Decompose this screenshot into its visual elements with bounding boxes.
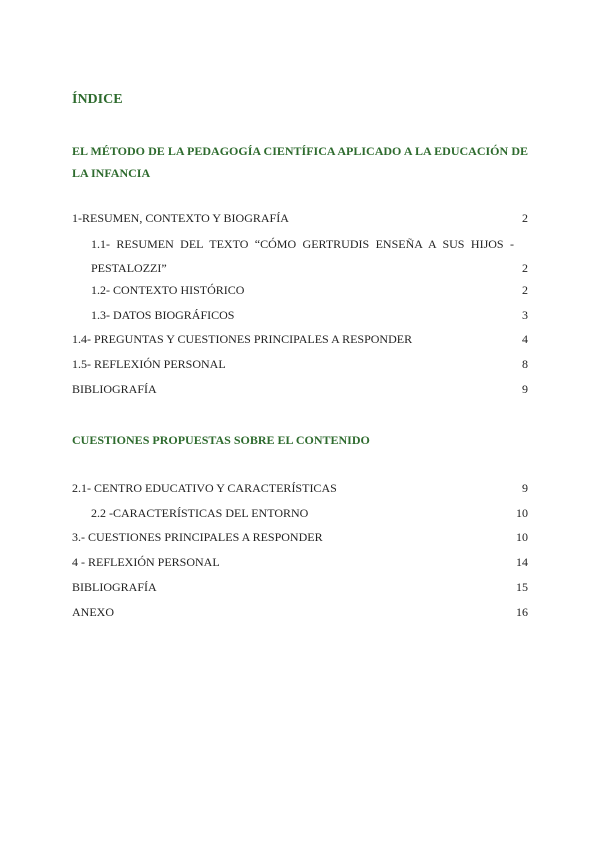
part1-heading: EL MÉTODO DE LA PEDAGOGÍA CIENTÍFICA APLICADO A LA EDUCACIÓN DE LA INFANCIA [72,144,528,180]
toc-entry-label: 1.1- RESUMEN DEL TEXTO “CÓMO GERTRUDIS ENSEÑA A SUS HIJOS - PESTALOZZI” [91,237,514,275]
toc-entry[interactable] [72,554,528,570]
toc-entry[interactable] [72,604,528,620]
toc-entry-label: 1-RESUMEN, CONTEXTO Y BIOGRAFÍA [72,211,289,225]
toc-entry[interactable] [91,232,528,280]
toc-entry-label: ANEXO [72,605,114,619]
toc-entry-label: BIBLIOGRAFÍA [72,580,157,594]
toc-entry-page: 2 [522,261,528,275]
toc-entry-page: 2 [522,211,528,225]
toc-entry-page: 15 [516,580,528,594]
toc-entry[interactable] [72,480,528,496]
toc-entry[interactable] [72,579,528,595]
toc-entry-label: 1.5- REFLEXIÓN PERSONAL [72,357,226,371]
toc-entry-page: 8 [522,357,528,371]
toc-entry-page: 14 [516,555,528,569]
toc-entry-label: 3.- CUESTIONES PRINCIPALES A RESPONDER [72,530,323,544]
toc-entry[interactable] [72,356,528,372]
part2-heading: CUESTIONES PROPUESTAS SOBRE EL CONTENIDO [72,433,370,447]
toc-entry-page: 9 [522,481,528,495]
toc-entry-page: 3 [522,308,528,322]
toc-entry[interactable] [91,505,528,521]
toc-entry[interactable] [72,210,528,226]
toc-entry[interactable] [72,331,528,347]
toc-entry-page: 2 [522,283,528,297]
toc-entry-label: 1.3- DATOS BIOGRÁFICOS [91,308,235,322]
toc-entry[interactable] [91,282,528,298]
toc-entry-label: 4 - REFLEXIÓN PERSONAL [72,555,220,569]
toc-entry-label: 2.2 -CARACTERÍSTICAS DEL ENTORNO [91,506,309,520]
toc-entry-page: 4 [522,332,528,346]
toc-entry[interactable] [72,381,528,397]
toc-entry[interactable] [72,529,528,545]
toc-entry-page: 10 [516,530,528,544]
toc-entry-page: 10 [516,506,528,520]
toc-title: ÍNDICE [72,92,123,107]
toc-entry-label: 2.1- CENTRO EDUCATIVO Y CARACTERÍSTICAS [72,481,337,495]
toc-entry-label: 1.4- PREGUNTAS Y CUESTIONES PRINCIPALES A RESPONDER [72,332,413,346]
toc-entry-page: 16 [516,605,528,619]
toc-entry-label: 1.2- CONTEXTO HISTÓRICO [91,283,245,297]
toc-entry-label: BIBLIOGRAFÍA [72,382,157,396]
toc-entry-page: 9 [522,382,528,396]
toc-entry[interactable] [91,307,528,323]
